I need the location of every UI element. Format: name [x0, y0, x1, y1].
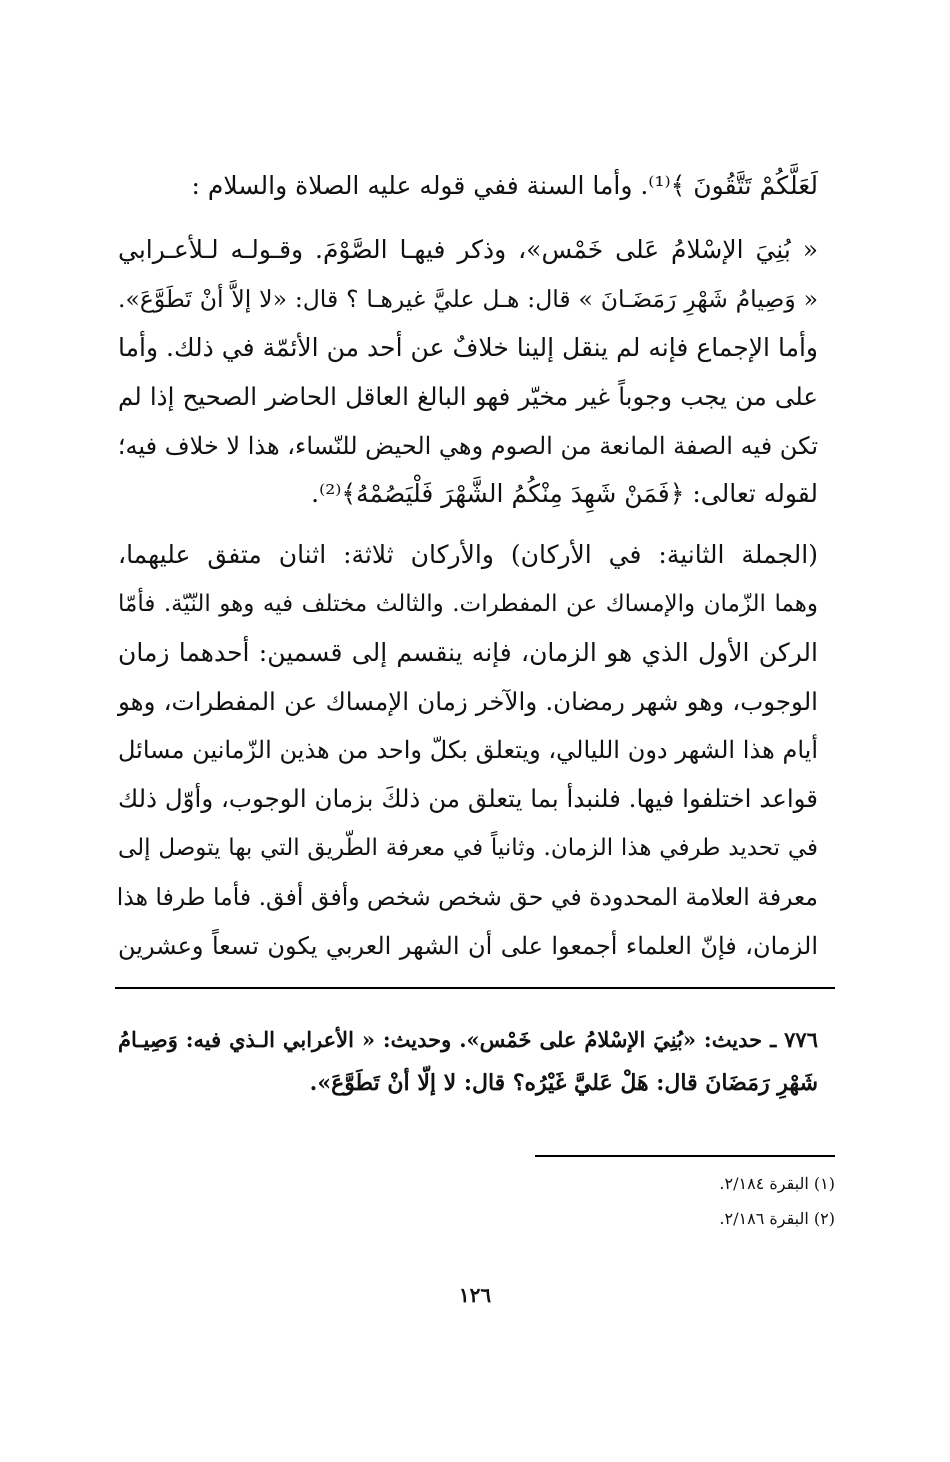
body-line-8: (الجملة الثانية: في الأركان) والأركان ثلاثة: اثنان متفق عليهما،	[118, 540, 818, 569]
footnote-2: (٢) البقرة ٢/١٨٦.	[719, 1209, 835, 1228]
body-line-9: وهما الزّمان والإمساك عن المفطرات. والثالث مختلف فيه وهو النّيّة. فأمّا	[118, 591, 818, 617]
body-line-16: الزمان، فإنّ العلماء أجمعوا على أن الشهر العربي يكون تسعاً وعشرين	[118, 932, 818, 960]
body-line-14: في تحديد طرفي هذا الزمان. وثانياً في معرفة الطّريق التي بها يتوصل إلى	[118, 835, 818, 861]
body-line-2: « بُنِيَ الإسْلامُ عَلى خَمْس»، وذكر فيهـا الصَّوْمَ. وقـولـه لـلأعـرابي	[118, 235, 818, 264]
footnote-1: (١) البقرة ٢/١٨٤.	[719, 1174, 835, 1193]
body-line-5: على من يجب وجوباً غير مخيّر فهو البالغ العاقل الحاضر الصحيح إذا لم	[118, 382, 818, 411]
page-number: ١٢٦	[458, 1283, 492, 1307]
commentary-line-1: ٧٧٦ ـ حديث: «بُنِيَ الإسْلامُ على خَمْس». وحديث: « الأعرابي الـذي فيه: وَصِيـامُ	[118, 1027, 818, 1052]
body-line-3: « وَصِيامُ شَهْرِ رَمَضَـانَ » قال: هـل عليَّ غيرهـا ؟ قال: «لا إلاَّ أنْ تَطَوَّعَ».	[118, 285, 818, 313]
body-line-12: أيام هذا الشهر دون الليالي، ويتعلق بكلّ واحد من هذين الزّمانين مسائل	[118, 736, 818, 764]
body-line-10: الركن الأول الذي هو الزمان، فإنه ينقسم إلى قسمين: أحدهما زمان	[118, 638, 818, 667]
body-line-7: لقوله تعالى: ﴿فَمَنْ شَهِدَ مِنْكُمُ الشَّهْرَ فَلْيَصُمْهُ﴾⁽²⁾.	[311, 479, 818, 508]
body-line-13: قواعد اختلفوا فيها. فلنبدأ بما يتعلق من ذلكَ بزمان الوجوب، وأوّل ذلك	[118, 784, 818, 813]
commentary-divider	[115, 987, 835, 989]
body-line-1: لَعَلَّكُمْ تَتَّقُونَ ﴾⁽¹⁾. وأما السنة ففي قوله عليه الصلاة والسلام :	[191, 171, 818, 200]
body-line-11: الوجوب، وهو شهر رمضان. والآخر زمان الإمساك عن المفطرات، وهو	[118, 687, 818, 716]
body-line-15: معرفة العلامة المحدودة في حق شخص شخص وأفق أفق. فأما طرفا هذا	[116, 883, 818, 911]
body-line-4: وأما الإجماع فإنه لم ينقل إلينا خلافٌ عن أحد من الأئمّة في ذلك. وأما	[118, 333, 818, 362]
commentary-line-2: شَهْرِ رَمَضَانَ قال: هَلْ عَليَّ غَيْرُه؟ قال: لا إلّا أنْ تَطَوَّعَ».	[309, 1070, 818, 1096]
body-line-6: تكن فيه الصفة المانعة من الصوم وهي الحيض للنّساء، هذا لا خلاف فيه؛	[117, 432, 818, 460]
footnote-divider	[535, 1155, 835, 1157]
